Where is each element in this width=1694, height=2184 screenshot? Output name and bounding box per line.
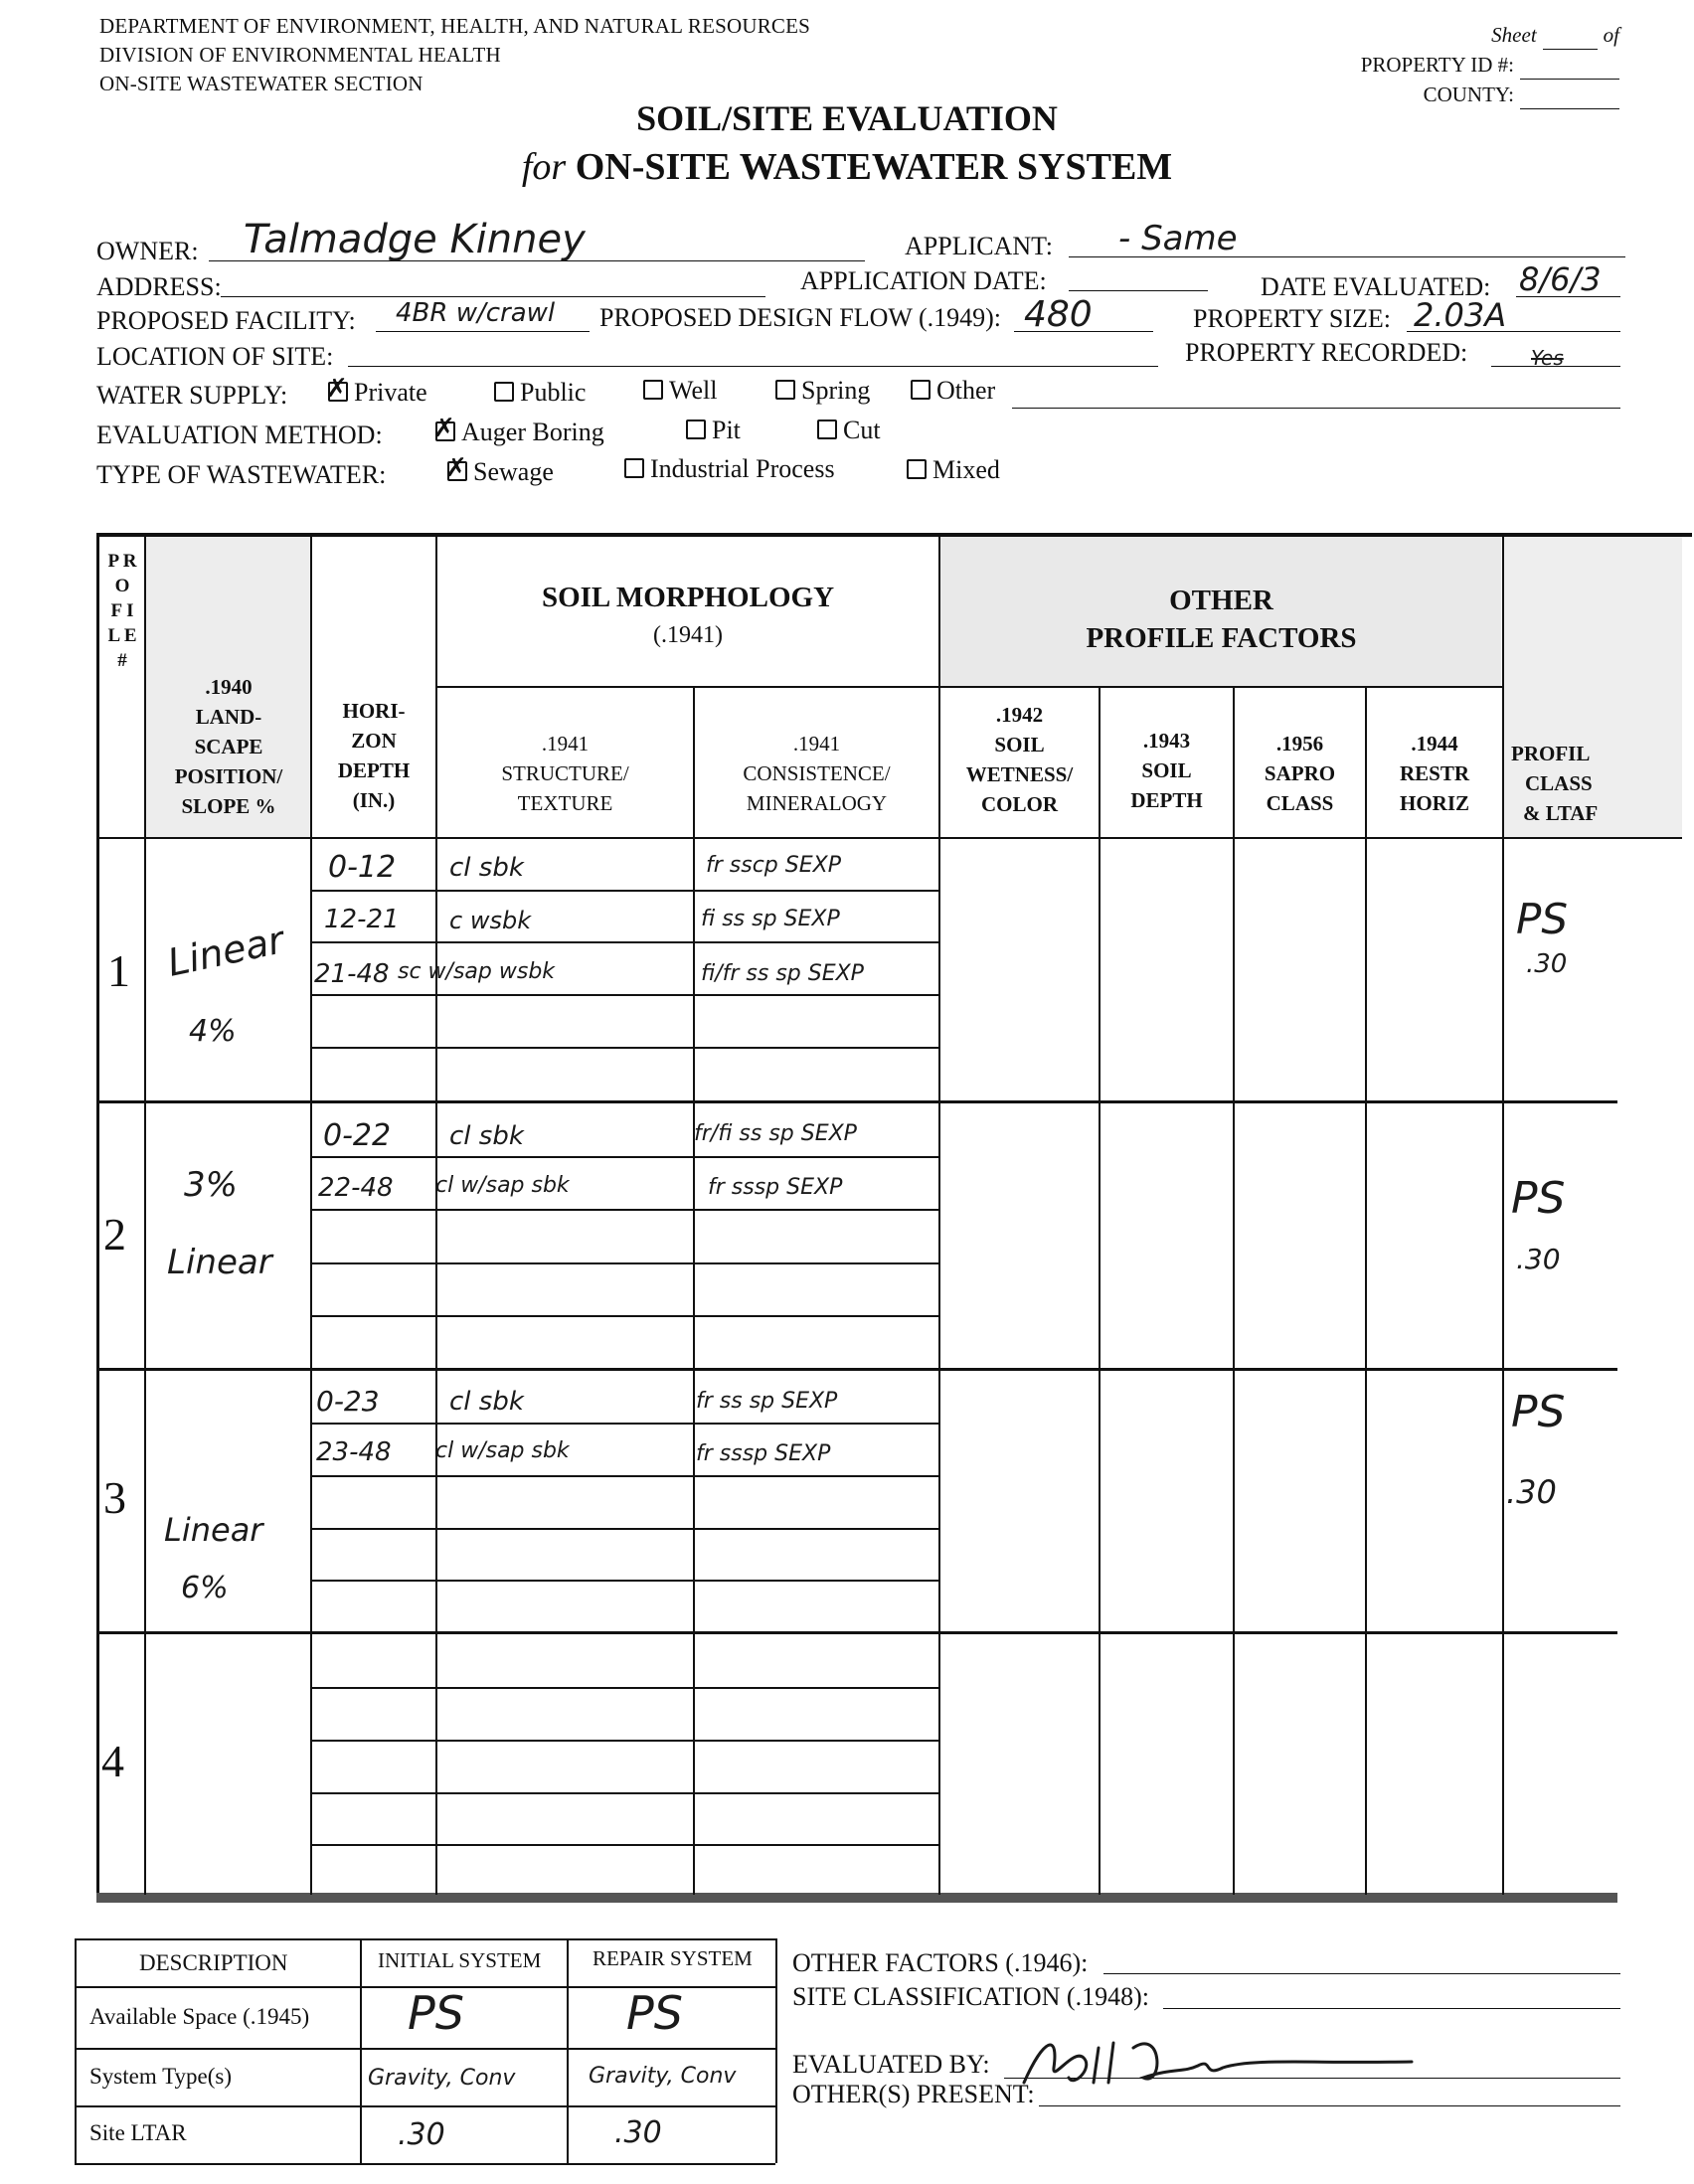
available-space-repair: PS [626,1986,683,2040]
row-line [310,890,938,892]
col-line [1233,686,1235,1895]
consistence-mineralogy: fr ss sp SEXP [696,1389,838,1414]
site-ltar-initial: .30 [398,2117,445,2152]
profile-number: 3 [103,1472,126,1523]
summary-border [75,1938,77,2163]
header-line: OTHER [1169,585,1273,616]
address-field[interactable] [221,296,765,297]
form-subtitle [0,145,1694,189]
header-line: .1944 [1411,732,1458,756]
application-date-label: APPLICATION DATE: [800,266,1047,295]
wastewater-sewage-option[interactable] [447,457,554,487]
row-line [310,1740,938,1742]
summary-border [567,1938,569,2163]
landscape-slope: 6% [181,1571,229,1605]
profile-class-header [1511,739,1690,828]
summary-border [75,2105,775,2107]
proposed-facility-label: PROPOSED FACILITY: [96,306,356,335]
checkbox-checked-icon[interactable] [447,461,467,481]
soil-depth-header [1101,726,1233,815]
option-label: Private [354,378,427,407]
col-line [1365,686,1367,1895]
profile-number: 4 [101,1736,124,1786]
landscape-header [147,672,310,821]
row-line [310,1580,938,1582]
owner-label: OWNER: [96,237,199,265]
section-line: ON-SITE WASTEWATER SECTION [99,72,424,95]
other-factors-field[interactable] [1103,1973,1620,1974]
header-line: SAPRO [1264,761,1336,785]
structure-texture: cl w/sap sbk [435,1173,570,1198]
profile-class: PS [1516,895,1568,943]
consistence-header [695,729,938,818]
wastewater-industrial-option[interactable] [624,454,835,484]
col-line [1502,533,1504,1895]
water-private-option[interactable] [328,378,427,408]
header-line: TEXTURE [517,791,613,815]
landscape-position: Linear [164,1511,263,1549]
structure-texture: cl sbk [449,1387,524,1417]
col-line [693,686,695,1895]
col-line [144,533,146,1895]
checkbox-icon[interactable] [624,458,644,478]
checkbox-icon[interactable] [494,382,514,402]
structure-texture: cl w/sap sbk [435,1438,570,1463]
property-id-label: PROPERTY ID #: [1360,53,1514,77]
profile-ltar: .30 [1506,1473,1557,1511]
profile-separator [96,1368,1617,1371]
profile-number-header: P R O F I L E # [107,551,137,671]
water-other-field[interactable] [1012,408,1620,409]
available-space-initial: PS [408,1986,464,2040]
structure-texture: cl sbk [449,853,524,883]
subtitle-for: for [521,146,567,188]
available-space-label: Available Space (.1945) [89,2004,310,2029]
summary-border [775,1938,777,2163]
header-line: .1941 [792,732,841,756]
checkbox-icon[interactable] [911,380,931,400]
row-line [310,1792,938,1794]
header-divider [437,686,1503,688]
checkbox-checked-icon[interactable] [435,421,455,441]
sheet-info [1361,20,1619,109]
summary-border [75,2163,775,2165]
header-line: HORIZ [1399,791,1469,815]
header-line: SLOPE % [181,794,276,818]
profile-class: PS [1511,1173,1566,1224]
applicant-label: APPLICANT: [905,232,1053,260]
header-line: & LTAF [1523,801,1599,825]
option-label: Well [669,376,718,405]
row-line [310,1047,938,1049]
row-line [310,1262,938,1264]
row-line [310,1315,938,1317]
checkbox-icon[interactable] [907,459,927,479]
sheet-number-field[interactable] [1543,29,1598,50]
profile-separator [96,1631,1617,1634]
evaluation-method-label: EVALUATION METHOD: [96,420,383,449]
horizon-depth: 23-48 [316,1437,392,1467]
profile-class: PS [1511,1387,1566,1437]
property-size-label: PROPERTY SIZE: [1193,304,1391,333]
header-line: .1941 [541,732,590,756]
option-label: Industrial Process [650,454,835,483]
consistence-mineralogy: fr sscp SEXP [706,853,841,878]
row-line [310,1844,938,1846]
option-label: Spring [801,376,871,405]
header-line: SOIL [1141,758,1192,782]
row-line [310,1475,938,1477]
profile-ltar: .30 [1516,1243,1561,1275]
date-evaluated-value: 8/6/3 [1519,260,1602,298]
profile-number: 2 [103,1209,126,1260]
row-line [310,1209,938,1211]
consistence-mineralogy: fr sssp SEXP [708,1175,843,1200]
property-recorded-label: PROPERTY RECORDED: [1185,338,1468,367]
horizon-depth: 12-21 [324,905,400,934]
checkbox-icon[interactable] [775,380,795,400]
method-pit-option[interactable] [686,416,741,445]
summary-border [75,2048,775,2050]
site-ltar-label: Site LTAR [89,2120,187,2145]
row-line [310,1687,938,1689]
site-classification-field[interactable] [1163,2008,1620,2009]
consistence-mineralogy: fr/fi ss sp SEXP [694,1121,857,1146]
option-label: Public [520,378,587,407]
header-line: SCAPE [194,735,263,758]
method-auger-option[interactable] [435,418,604,447]
location-label: LOCATION OF SITE: [96,342,334,371]
option-label: Mixed [932,455,1000,484]
system-type-label: System Type(s) [89,2064,232,2089]
sheet-of-label: of [1603,23,1619,47]
header-line: POSITION/ [174,764,283,788]
other-factors-header [940,582,1502,657]
option-label: Other [936,376,996,405]
header-line: RESTR [1399,761,1470,785]
option-label: Auger Boring [461,418,604,446]
horizon-depth-header [312,696,435,815]
division-line: DIVISION OF ENVIRONMENTAL HEALTH [99,43,501,67]
evaluator-signature [1014,2028,1432,2098]
water-other-option[interactable] [911,376,995,406]
landscape-slope: 4% [189,1014,237,1049]
soil-morphology-header [437,579,938,654]
design-flow-label: PROPOSED DESIGN FLOW (.1949): [599,303,1001,332]
site-ltar-repair: .30 [614,2115,662,2150]
header-line: .1943 [1142,729,1191,753]
header-line: ZON [351,729,397,753]
wastewater-type-label: TYPE OF WASTEWATER: [96,460,387,489]
header-line: (IN.) [352,788,396,812]
horizon-depth: 22-48 [318,1173,394,1203]
subtitle-rest: ON-SITE WASTEWATER SYSTEM [575,146,1173,188]
header-line: DEPTH [337,758,411,782]
checkbox-icon[interactable] [643,380,663,400]
water-spring-option[interactable] [775,376,870,406]
proposed-facility-field[interactable] [376,331,590,332]
row-line [310,994,938,996]
horizon-depth: 0-22 [323,1118,392,1153]
table-left-border [96,533,99,1895]
wastewater-mixed-option[interactable] [907,455,1000,485]
checkbox-icon[interactable] [817,420,837,439]
header-line: SOIL MORPHOLOGY [541,582,835,613]
applicant-value: - Same [1118,219,1238,258]
date-evaluated-label: DATE EVALUATED: [1261,272,1491,301]
system-type-repair: Gravity, Conv [589,2064,737,2089]
row-line [310,1423,938,1425]
header-line: .1942 [995,703,1044,727]
profile-number: 1 [107,945,130,996]
proposed-facility-value: 4BR w/crawl [396,298,556,328]
header-line: HORI- [342,699,406,723]
header-line: SOIL [994,733,1045,756]
checkbox-checked-icon[interactable] [328,382,348,402]
header-line: STRUCTURE/ [501,761,629,785]
address-label: ADDRESS: [96,272,222,301]
property-size-value: 2.03A [1414,296,1507,334]
header-line: WETNESS/ [965,762,1074,786]
others-present-label: OTHER(S) PRESENT: [792,2080,1035,2108]
header-line: DEPTH [1130,788,1203,812]
row-line [310,941,938,943]
header-line: COLOR [980,792,1058,816]
water-well-option[interactable] [643,376,717,406]
sapro-header [1235,729,1365,818]
form-title: SOIL/SITE EVALUATION [636,98,1058,138]
department-header [99,12,810,98]
profile-ltar: .30 [1526,949,1568,979]
system-type-initial: Gravity, Conv [368,2066,516,2091]
county-label: COUNTY: [1423,83,1514,106]
horizon-depth: 0-23 [316,1385,380,1418]
summary-border [75,1938,775,1940]
department-line: DEPARTMENT OF ENVIRONMENT, HEALTH, AND NATURAL RESOURCES [99,14,811,38]
option-label: Sewage [473,457,554,486]
summary-border [360,1938,362,2163]
header-line: LAND- [195,705,262,729]
header-line: CLASS [1525,771,1593,795]
method-cut-option[interactable] [817,416,881,445]
restr-header [1367,729,1502,818]
site-classification-label: SITE CLASSIFICATION (.1948): [792,1982,1149,2011]
row-line [310,1156,938,1158]
evaluated-by-label: EVALUATED BY: [792,2050,990,2079]
header-line: .1956 [1275,732,1324,756]
owner-value: Talmadge Kinney [244,217,586,262]
structure-texture: cl sbk [449,1121,524,1151]
structure-header [437,729,693,818]
property-id-field[interactable] [1520,59,1619,80]
water-public-option[interactable] [494,378,586,408]
landscape-position: Linear [163,918,288,985]
property-recorded-value: Yes [1531,346,1564,370]
landscape-slope: 3% [184,1165,238,1205]
header-line: (.1941) [653,622,723,648]
table-top-border [96,533,1692,537]
header-line: .1940 [205,675,253,699]
header-line: CONSISTENCE/ [743,761,891,785]
location-field[interactable] [348,366,1158,367]
consistence-mineralogy: fi/fr ss sp SEXP [701,961,864,986]
col-line [1099,686,1101,1895]
others-present-field[interactable] [1039,2105,1620,2106]
horizon-depth: 0-12 [328,850,397,885]
structure-texture: c wsbk [449,907,532,934]
row-line [310,1528,938,1530]
repair-system-header: REPAIR SYSTEM [593,1946,753,1970]
header-line: PROFILE FACTORS [1086,622,1357,654]
header-line: PROFIL [1511,742,1591,765]
landscape-position: Linear [167,1243,272,1282]
option-label: Cut [843,416,881,444]
other-factors-label: OTHER FACTORS (.1946): [792,1948,1089,1977]
header-line: CLASS [1266,791,1334,815]
description-header: DESCRIPTION [139,1950,288,1975]
header-bottom [96,837,1682,839]
initial-system-header: INITIAL SYSTEM [378,1948,542,1972]
structure-texture: sc w/sap wsbk [398,959,556,984]
wetness-header [940,700,1099,819]
consistence-mineralogy: fi ss sp SEXP [701,907,840,931]
design-flow-value: 480 [1024,294,1093,335]
consistence-mineralogy: fr sssp SEXP [696,1441,831,1466]
option-label: Pit [712,416,741,444]
header-line: MINERALOGY [746,791,888,815]
horizon-depth: 21-48 [314,959,390,989]
profile-separator [96,1100,1617,1103]
table-bottom-border [96,1893,1617,1903]
water-supply-label: WATER SUPPLY: [96,381,288,410]
application-date-field[interactable] [1069,290,1208,291]
sheet-label: Sheet [1491,23,1537,47]
checkbox-icon[interactable] [686,420,706,439]
